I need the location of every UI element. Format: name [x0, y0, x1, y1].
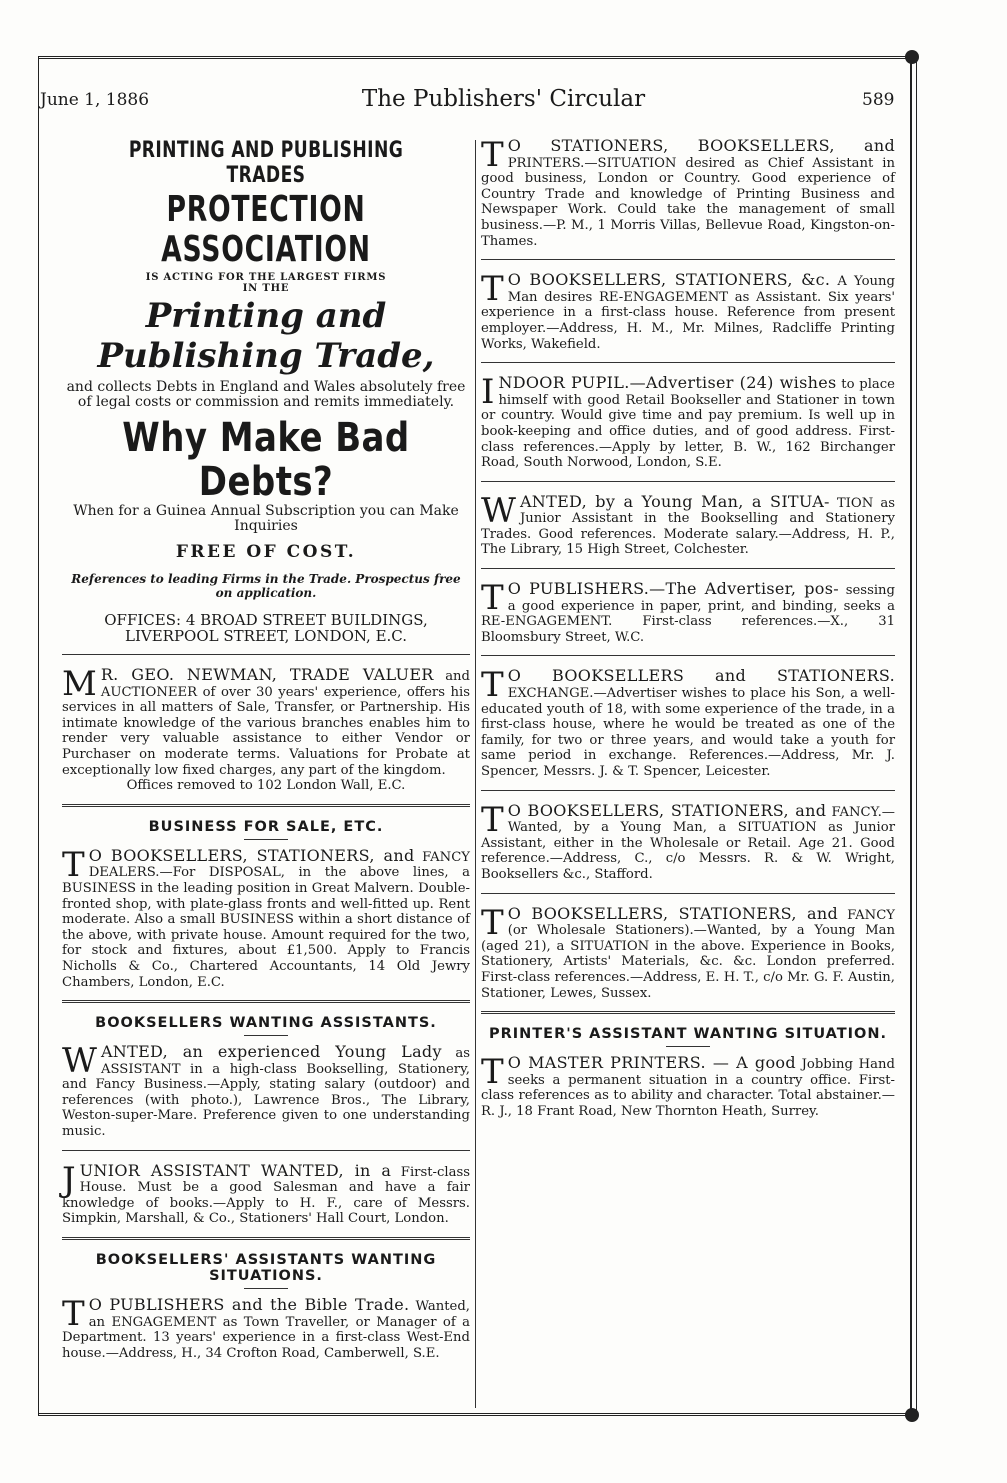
- ad-body: FANCY DEALERS.—For DISPOSAL, in the above lines, a BUSINESS in the leading position in Great Malvern. Double-fronted shop, with plate-glass fronts and well-fitted up. Rent moderate. Also a small BUSINESS within a short distance of the above, with private house. Amount required for the two, for stock and fixtures, about £1,500. Apply to Francis Nicholls & Co., Chartered Accountants, 14 Old Jewry Chambers, London, E.C.: [62, 849, 470, 990]
- separator: [481, 790, 895, 791]
- protection-line-1: PRINTING AND PUBLISHING TRADES: [128, 138, 404, 188]
- right-border-rule: [910, 56, 912, 1416]
- protection-line-9: FREE OF COST.: [175, 542, 357, 562]
- classified-ad-4: [481, 490, 895, 558]
- separator: [481, 259, 895, 260]
- separator: [481, 481, 895, 482]
- section-title-situations: BOOKSELLERS' ASSISTANTS WANTING SITUATIONS.: [95, 1252, 437, 1285]
- issue-date: June 1, 1886: [40, 90, 150, 110]
- ad-heading: O PUBLISHERS and the Bible Trade.: [88, 1295, 410, 1315]
- protection-line-11: OFFICES: 4 BROAD STREET BUILDINGS, LIVERPOOL STREET, LONDON, E.C.: [104, 611, 428, 645]
- section-title-business: BUSINESS FOR SALE, ETC.: [148, 818, 384, 835]
- drop-cap: T: [62, 844, 85, 885]
- separator: [62, 654, 470, 655]
- protection-association-ad: [62, 138, 470, 644]
- ad-body: and AUCTIONEER of over 30 years' experience, offers his services in all matters of Sale, Transfer, or Partnership. His intimate knowledge of the various branches enables him to render very valuable assistance to either Vendor or Purchaser on moderate terms. Valuations for Probate at exceptionally low fixed charges, any part of the kingdom.: [62, 669, 470, 778]
- ad-body: TION as Junior Assistant in the Bookselling and Stationery Trades. Good references. Moderate salary.—Address, H. P., The Library, 15 High Street, Colchester.: [481, 495, 895, 558]
- classified-ad-7: [481, 799, 895, 883]
- separator: [481, 655, 895, 656]
- drop-cap: T: [481, 269, 504, 310]
- publication-title: The Publishers' Circular: [361, 86, 646, 112]
- ad-heading: O STATIONERS, BOOKSELLERS, and: [507, 136, 895, 155]
- left-column: [62, 138, 470, 1361]
- protection-line-2: PROTECTION ASSOCIATION: [161, 189, 371, 270]
- classified-ad-1: [481, 135, 895, 249]
- classified-ad-3: [481, 372, 895, 471]
- protection-line-7: Why Make Bad Debts?: [122, 415, 410, 505]
- protection-line-8: When for a Guinea Annual Subscription you can Make Inquiries: [73, 503, 459, 534]
- drop-cap: T: [481, 135, 504, 175]
- classified-ad-2: [481, 269, 895, 352]
- ad-heading: O BOOKSELLERS, STATIONERS, and: [88, 845, 415, 865]
- separator: [62, 1150, 470, 1151]
- ad-heading: O PUBLISHERS.—The Advertiser, pos-: [507, 579, 839, 599]
- bible-trade-ad: [62, 1294, 470, 1361]
- drop-cap: T: [481, 1052, 504, 1093]
- separator: [481, 893, 895, 894]
- drop-cap: T: [481, 578, 504, 619]
- separator: [62, 804, 470, 807]
- ad-heading: UNIOR ASSISTANT WANTED, in a: [79, 1160, 392, 1180]
- ad-body: EXCHANGE.—Advertiser wishes to place his Son, a well-educated youth of 18, with some experience of the trade, in a first-class house, where he would be treated as one of the family, for two or three years, and would take a youth for same period in exchange. References.—Address, Mr. J. Spencer, Messrs. J. & T. Spencer, Leicester.: [481, 686, 895, 779]
- ad-body: First-class House. Must be a good Salesman and have a fair knowledge of books.—Apply to H. F., care of Messrs. Simpkin, Marshall, & Co., Stationers' Hall Court, London.: [62, 1164, 470, 1227]
- drop-cap: T: [481, 665, 504, 706]
- drop-cap: T: [62, 1294, 85, 1335]
- classified-ad-9: [481, 1052, 895, 1119]
- drop-cap: M: [62, 664, 97, 704]
- corner-ornament-icon: [905, 50, 919, 64]
- business-sale-ad: [62, 844, 470, 990]
- protection-line-6: and collects Debts in England and Wales absolutely free of legal costs or commission and remits immediately.: [66, 379, 466, 410]
- protection-line-5: Printing and Publishing Trade,: [97, 296, 435, 376]
- ad-body: to place himself with good Retail Bookseller and Stationer in town or country. Would give time and pay premium. Is well up in book-keeping and office duties, and of good address. First-class references.—Apply by letter, B. W., 162 Birchanger Road, South Norwood, London, S.E.: [481, 377, 895, 471]
- ad-heading: O MASTER PRINTERS. — A good: [507, 1053, 796, 1073]
- junior-assistant-ad: [62, 1159, 470, 1227]
- corner-ornament-icon: [905, 1408, 919, 1422]
- drop-cap: T: [481, 799, 504, 840]
- ad-body: A Young Man desires RE-ENGAGEMENT as Assistant. Six years' experience in a first-class house. Reference from present employer.—Address, H. M., Mr. Milnes, Radcliffe Printing Works, Wakefield.: [481, 274, 895, 352]
- newman-ad: [62, 664, 470, 794]
- protection-line-3: IS ACTING FOR THE LARGEST FIRMS: [145, 272, 387, 283]
- classified-ad-8: [481, 902, 895, 1002]
- drop-cap: J: [62, 1159, 76, 1200]
- separator: [481, 1011, 895, 1014]
- section-underline: [244, 1035, 288, 1036]
- ad-heading: NDOOR PUPIL.—Advertiser (24) wishes: [498, 373, 837, 393]
- ad-body: PRINTERS.—SITUATION desired as Chief Assistant in good business, London or Country. Good experience of Country Trade and knowledge of Printing Business and Newspaper Work. Could take the management of small business.—P. M., 1 Morris Villas, Bellevue Road, Kingston-on-Thames.: [481, 155, 895, 249]
- ad-heading: O BOOKSELLERS, STATIONERS, and: [507, 800, 827, 820]
- section-underline: [244, 839, 288, 840]
- page-number: 589: [862, 90, 895, 110]
- drop-cap: I: [481, 372, 495, 413]
- right-inner-border-rule: [916, 56, 917, 1416]
- wanted-lady-ad: [62, 1041, 470, 1140]
- separator: [481, 362, 895, 363]
- drop-cap: W: [62, 1041, 97, 1082]
- ad-heading: R. GEO. NEWMAN, TRADE VALUER: [100, 665, 434, 684]
- ad-body: as ASSISTANT in a high-class Bookselling, Stationery, and Fancy Business.—Apply, stating salary (outdoor) and references (with photo.), Lawrence Bros., The Library, Weston-super-Mare. Preference given to one understanding music.: [62, 1046, 470, 1140]
- classified-ad-5: [481, 578, 895, 645]
- ad-body: sessing a good experience in paper, print, and binding, seeks a RE-ENGAGEMENT. First-class references.—X., 31 Bloomsbury Street, W.C.: [481, 583, 895, 645]
- ad-body: FANCY.—Wanted, by a Young Man, a SITUATION as Junior Assistant, either in the Wholesale or Retail. Age 21. Good reference.—Address, C., c/o Messrs. R. & W. Wright, Booksellers &c., Stafford.: [481, 804, 895, 882]
- right-column: [481, 135, 895, 1120]
- ad-footer: Offices removed to 102 London Wall, E.C.: [126, 778, 406, 794]
- bottom-border-rule: [38, 1413, 908, 1416]
- separator: [481, 568, 895, 569]
- section-title-assistants: BOOKSELLERS WANTING ASSISTANTS.: [95, 1015, 437, 1032]
- section-underline: [666, 1046, 710, 1047]
- ad-body: Wanted, an ENGAGEMENT as Town Traveller, or Manager of a Department. 13 years' experience in a first-class West-End house.—Address, H., 34 Crofton Road, Camberwell, S.E.: [62, 1299, 470, 1361]
- ad-heading: O BOOKSELLERS and STATIONERS.: [507, 666, 895, 686]
- classified-ad-6: [481, 665, 895, 779]
- ad-heading: ANTED, an experienced Young Lady: [100, 1042, 442, 1062]
- separator: [62, 1000, 470, 1003]
- protection-line-10: References to leading Firms in the Trade. Prospectus free on application.: [71, 572, 461, 600]
- ad-heading: O BOOKSELLERS, STATIONERS, &c.: [507, 270, 831, 290]
- ad-body: FANCY (or Wholesale Stationers).—Wanted, by a Young Man (aged 21), a SITUATION in the above. Experience in Books, Stationery, Artists' Materials, &c. &c. London preferred. First-class references.—Address, E. H. T., c/o Mr. G. F. Austin, Stationer, Lewes, Sussex.: [481, 907, 895, 1001]
- top-border-rule: [38, 56, 908, 59]
- left-border-rule: [38, 56, 39, 1416]
- ad-body: Jobbing Hand seeks a permanent situation in a country office. First-class references as to ability and character. Total abstainer.—R. J., 18 Frant Road, New Thornton Heath, Surrey.: [481, 1057, 895, 1119]
- column-divider: [475, 140, 476, 1408]
- ad-heading: ANTED, by a Young Man, a SITUA-: [519, 491, 830, 511]
- drop-cap: T: [481, 902, 504, 943]
- section-title-printers: PRINTER'S ASSISTANT WANTING SITUATION.: [488, 1026, 888, 1043]
- section-underline: [244, 1288, 288, 1289]
- protection-line-4: IN THE: [242, 283, 290, 294]
- ad-heading: O BOOKSELLERS, STATIONERS, and: [507, 903, 838, 923]
- separator: [62, 1237, 470, 1240]
- drop-cap: W: [481, 490, 516, 531]
